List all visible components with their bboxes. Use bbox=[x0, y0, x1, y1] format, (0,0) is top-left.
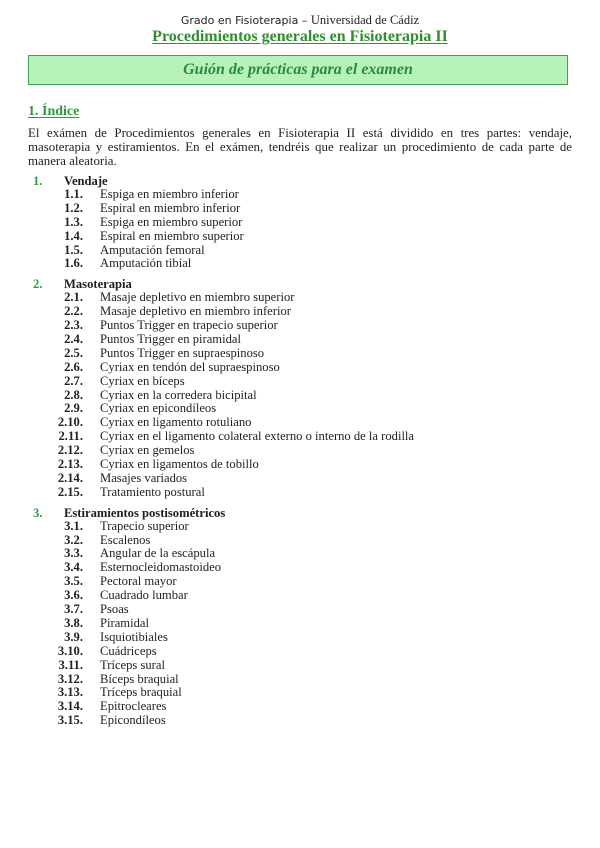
toc-item-number: 1.6. bbox=[64, 256, 83, 271]
toc-group-number: 3. bbox=[33, 505, 43, 520]
toc-item-label: Amputación femoral bbox=[100, 242, 205, 257]
toc-item-number: 3.1. bbox=[64, 518, 83, 533]
toc-item bbox=[0, 402, 600, 416]
toc-item-number: 3.9. bbox=[64, 629, 83, 644]
toc-item-label: Cyriax en ligamentos de tobillo bbox=[100, 457, 259, 472]
toc-item-number: 2.5. bbox=[64, 345, 83, 360]
toc-item bbox=[0, 202, 600, 216]
toc-item bbox=[0, 673, 600, 687]
toc-item bbox=[0, 645, 600, 659]
toc-item bbox=[0, 700, 600, 714]
toc-item-label: Cuadrado lumbar bbox=[100, 588, 188, 603]
toc-item bbox=[0, 444, 600, 458]
toc-item-number: 3.13. bbox=[57, 685, 83, 700]
toc-item-label: Espiga en miembro superior bbox=[100, 214, 243, 229]
toc-group-heading bbox=[0, 506, 600, 520]
toc-item bbox=[0, 561, 600, 575]
toc-item-number: 2.2. bbox=[64, 304, 83, 319]
toc-item-label: Trapecio superior bbox=[100, 518, 189, 533]
toc-item bbox=[0, 347, 600, 361]
toc-item-label: Epitrocleares bbox=[100, 699, 167, 714]
course-title: Procedimientos generales en Fisioterapia II bbox=[152, 28, 448, 45]
toc-group-number: 2. bbox=[33, 277, 43, 292]
toc-item bbox=[0, 575, 600, 589]
toc-item bbox=[0, 291, 600, 305]
intro-paragraph: El exámen de Procedimientos generales en Fisioterapia II está dividido en tres partes: vendaje, masoterapia y estiramientos. En el exámen, tendréis que realizar un procedimiento de cada parte de manera aleatoria. bbox=[28, 126, 572, 168]
toc-item bbox=[0, 520, 600, 534]
toc-item-number: 1.4. bbox=[64, 228, 83, 243]
toc-item-number: 1.2. bbox=[64, 200, 83, 215]
toc-item bbox=[0, 589, 600, 603]
toc-item bbox=[0, 230, 600, 244]
toc-item bbox=[0, 188, 600, 202]
toc-item-number: 2.11. bbox=[58, 429, 83, 444]
toc-item-label: Puntos Trigger en trapecio superior bbox=[100, 318, 278, 333]
toc-item-number: 3.10. bbox=[57, 643, 83, 658]
toc-item bbox=[0, 486, 600, 500]
toc-item-number: 2.15. bbox=[57, 484, 83, 499]
toc-item-label: Esternocleidomastoideo bbox=[100, 560, 222, 575]
toc-item-number: 3.5. bbox=[64, 574, 83, 589]
toc-item bbox=[0, 714, 600, 728]
toc-item-number: 3.11. bbox=[58, 657, 83, 672]
banner-text: Guión de prácticas para el examen bbox=[183, 61, 413, 78]
toc-item-label: Espiral en miembro superior bbox=[100, 228, 244, 243]
toc-item bbox=[0, 305, 600, 319]
toc-item-label: Isquiotibiales bbox=[100, 629, 168, 644]
toc-item-label: Cyriax en el ligamento colateral externo o interno de la rodilla bbox=[100, 429, 415, 444]
toc-item bbox=[0, 361, 600, 375]
toc-item-number: 3.6. bbox=[64, 588, 83, 603]
toc-item-number: 2.13. bbox=[57, 457, 83, 472]
toc-item-label: Piramidal bbox=[100, 615, 149, 630]
toc-item-label: Psoas bbox=[100, 602, 129, 617]
toc-item-label: Angular de la escápula bbox=[100, 546, 216, 561]
toc-item-number: 1.5. bbox=[64, 242, 83, 257]
toc-item-number: 2.8. bbox=[64, 387, 83, 402]
toc-item-label: Cyriax en ligamento rotuliano bbox=[100, 415, 252, 430]
toc-item-label: Puntos Trigger en supraespinoso bbox=[100, 345, 265, 360]
toc-item-number: 2.4. bbox=[64, 332, 83, 347]
section-heading: 1. Índice bbox=[28, 104, 80, 119]
toc-item-label: Cuádriceps bbox=[100, 643, 157, 658]
toc-item-number: 1.3. bbox=[64, 214, 83, 229]
toc-item bbox=[0, 216, 600, 230]
toc-item bbox=[0, 333, 600, 347]
toc-group bbox=[0, 506, 600, 728]
toc-item-number: 3.7. bbox=[64, 602, 83, 617]
toc-item-number: 2.9. bbox=[64, 401, 83, 416]
toc-item-number: 3.3. bbox=[64, 546, 83, 561]
toc-item-number: 3.14. bbox=[57, 699, 83, 714]
toc-group-label: Estiramientos postisométricos bbox=[64, 505, 226, 520]
toc-item-label: Pectoral mayor bbox=[100, 574, 177, 589]
toc-item-label: Masajes variados bbox=[100, 470, 188, 485]
toc-item bbox=[0, 244, 600, 258]
toc-item bbox=[0, 617, 600, 631]
toc-item bbox=[0, 659, 600, 673]
toc-item-label: Tríceps sural bbox=[100, 657, 165, 672]
toc-item-label: Tratamiento postural bbox=[100, 484, 205, 499]
toc-item bbox=[0, 631, 600, 645]
guide-banner bbox=[28, 55, 568, 85]
toc-item-label: Masaje depletivo en miembro superior bbox=[100, 290, 295, 305]
toc-item-label: Puntos Trigger en piramidal bbox=[100, 332, 241, 347]
toc-item-label: Cyriax en gemelos bbox=[100, 443, 195, 458]
toc-item-number: 3.15. bbox=[57, 713, 83, 728]
toc-item-label: Escalenos bbox=[100, 532, 151, 547]
toc-group bbox=[0, 277, 600, 499]
toc-group-heading bbox=[0, 174, 600, 188]
toc-group-number: 1. bbox=[33, 174, 43, 188]
toc-item bbox=[0, 458, 600, 472]
header-separator: – bbox=[301, 14, 308, 27]
toc-item-label: Masaje depletivo en miembro inferior bbox=[100, 304, 291, 319]
toc-item-number: 3.2. bbox=[64, 532, 83, 547]
toc-item bbox=[0, 534, 600, 548]
toc-item bbox=[0, 375, 600, 389]
toc-item bbox=[0, 389, 600, 403]
toc-item-label: Cyriax en la corredera bicipital bbox=[100, 387, 257, 402]
toc-item-number: 3.8. bbox=[64, 615, 83, 630]
toc-item-label: Amputación tibial bbox=[100, 256, 192, 271]
toc-group-label: Vendaje bbox=[64, 174, 108, 188]
university-name: Universidad de Cádiz bbox=[310, 13, 420, 27]
table-of-contents bbox=[0, 174, 600, 728]
toc-item bbox=[0, 430, 600, 444]
toc-item-label: Epicondíleos bbox=[100, 713, 166, 728]
toc-item-number: 2.6. bbox=[64, 359, 83, 374]
toc-item bbox=[0, 319, 600, 333]
toc-item-number: 3.4. bbox=[64, 560, 83, 575]
toc-item bbox=[0, 547, 600, 561]
toc-item-label: Espiga en miembro inferior bbox=[100, 187, 239, 201]
toc-item-label: Tríceps braquial bbox=[100, 685, 182, 700]
toc-item-number: 3.12. bbox=[57, 671, 83, 686]
toc-item-number: 1.1. bbox=[64, 187, 83, 201]
toc-group bbox=[0, 174, 600, 271]
toc-group-heading bbox=[0, 277, 600, 291]
header-line bbox=[0, 13, 600, 28]
toc-item-label: Bíceps braquial bbox=[100, 671, 179, 686]
toc-item bbox=[0, 257, 600, 271]
toc-item-number: 2.1. bbox=[64, 290, 83, 305]
program-name: Grado en Fisioterapia bbox=[180, 14, 299, 27]
toc-item-number: 2.3. bbox=[64, 318, 83, 333]
toc-item-number: 2.10. bbox=[57, 415, 83, 430]
toc-item-number: 2.14. bbox=[57, 470, 83, 485]
toc-item bbox=[0, 686, 600, 700]
toc-item-number: 2.12. bbox=[57, 443, 83, 458]
toc-item-number: 2.7. bbox=[64, 373, 83, 388]
toc-item-label: Espiral en miembro inferior bbox=[100, 200, 241, 215]
toc-item bbox=[0, 472, 600, 486]
toc-group-label: Masoterapia bbox=[64, 277, 132, 292]
toc-item bbox=[0, 416, 600, 430]
toc-item-label: Cyriax en epicondíleos bbox=[100, 401, 217, 416]
toc-item-label: Cyriax en tendón del supraespinoso bbox=[100, 359, 280, 374]
toc-item bbox=[0, 603, 600, 617]
toc-item-label: Cyriax en bíceps bbox=[100, 373, 185, 388]
